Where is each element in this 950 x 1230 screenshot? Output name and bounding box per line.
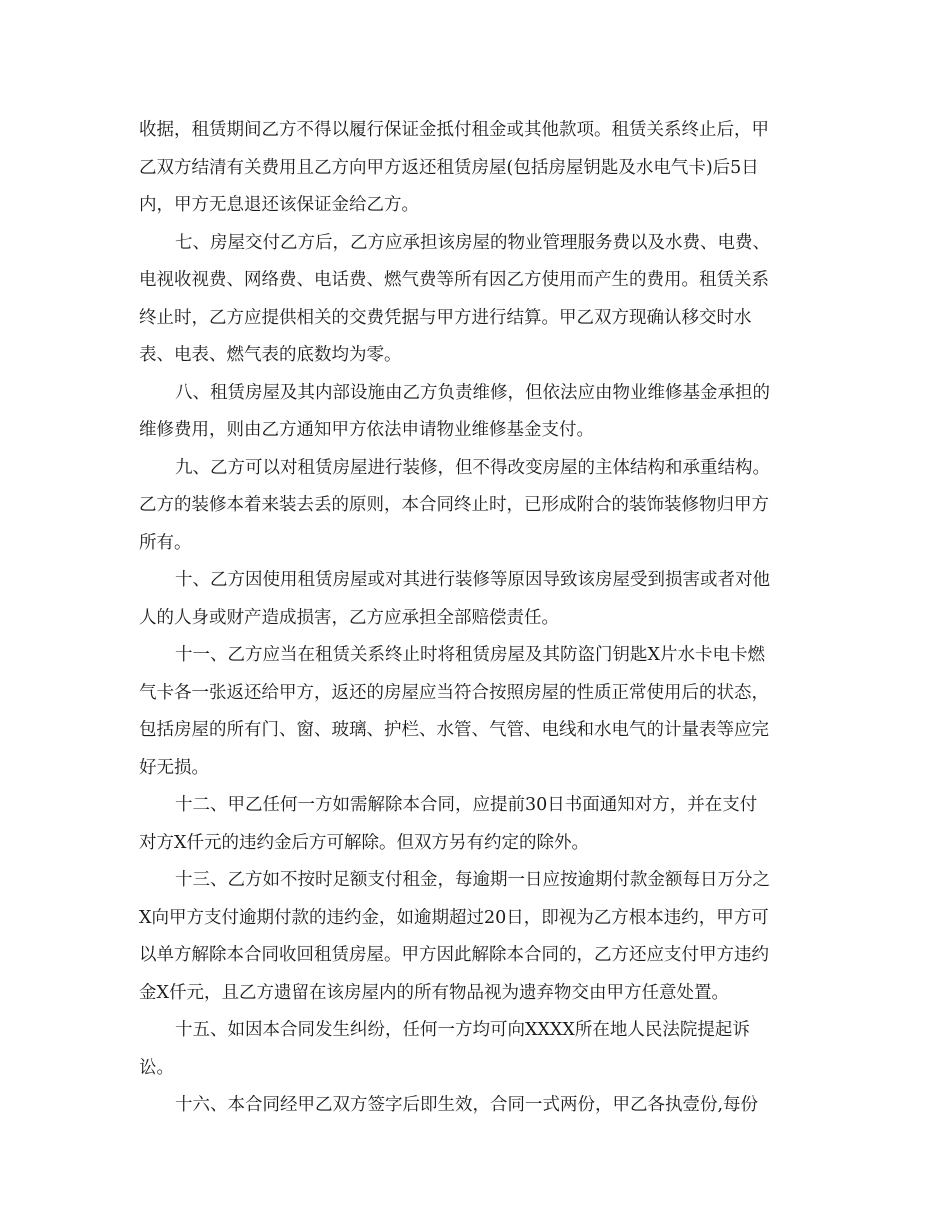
text-line: 十五、如因本合同发生纠纷，任何一方均可向XXXX所在地人民法院提起诉 — [175, 1020, 750, 1040]
text-line: 十、乙方因使用租赁房屋或对其进行装修等原因导致该房屋受到损害或者对他 — [175, 570, 770, 590]
text-line: 十六、本合同经甲乙双方签字后即生效，合同一式两份，甲乙各执壹份,每份 — [175, 1095, 759, 1115]
text-line: 电视收视费、网络费、电话费、燃气费等所有因乙方使用而产生的费用。租赁关系 — [139, 270, 769, 290]
text-line: 收据，租赁期间乙方不得以履行保证金抵付租金或其他款项。租赁关系终止后，甲 — [139, 120, 769, 140]
text-line: 所有。 — [139, 533, 192, 553]
text-line: 十三、乙方如不按时足额支付租金，每逾期一日应按逾期付款金额每日万分之 — [175, 870, 770, 890]
text-line: 七、房屋交付乙方后，乙方应承担该房屋的物业管理服务费以及水费、电费、 — [175, 233, 770, 253]
text-line: 对方X仟元的违约金后方可解除。但双方另有约定的除外。 — [139, 833, 589, 853]
text-line: 金X仟元，且乙方遗留在该房屋内的所有物品视为遗弃物交由甲方任意处置。 — [139, 983, 729, 1003]
text-line: 十二、甲乙任何一方如需解除本合同，应提前30日书面通知对方，并在支付 — [175, 795, 758, 815]
text-line: 表、电表、燃气表的底数均为零。 — [139, 345, 402, 365]
text-line: 九、乙方可以对租赁房屋进行装修，但不得改变房屋的主体结构和承重结构。 — [175, 458, 770, 478]
text-line: 终止时，乙方应提供相关的交费凭据与甲方进行结算。甲乙双方现确认移交时水 — [139, 308, 752, 328]
text-line: 乙方的装修本着来装去丢的原则，本合同终止时，已形成附合的装饰装修物归甲方 — [139, 495, 769, 515]
text-line: X向甲方支付逾期付款的违约金，如逾期超过20日，即视为乙方根本违约，甲方可 — [139, 908, 769, 928]
text-line: 十一、乙方应当在租赁关系终止时将租赁房屋及其防盗门钥匙X片水卡电卡燃 — [175, 645, 765, 665]
text-line: 八、租赁房屋及其内部设施由乙方负责维修，但依法应由物业维修基金承担的 — [175, 383, 770, 403]
text-line: 好无损。 — [139, 758, 209, 778]
text-line: 人的人身或财产造成损害，乙方应承担全部赔偿责任。 — [139, 608, 559, 628]
text-line: 维修费用，则由乙方通知甲方依法申请物业维修基金支付。 — [139, 420, 594, 440]
text-line: 气卡各一张返还给甲方，返还的房屋应当符合按照房屋的性质正常使用后的状态， — [139, 683, 769, 703]
text-line: 讼。 — [139, 1058, 174, 1078]
text-line: 以单方解除本合同收回租赁房屋。甲方因此解除本合同的，乙方还应支付甲方违约 — [139, 945, 769, 965]
text-line: 内，甲方无息退还该保证金给乙方。 — [139, 195, 419, 215]
text-line: 乙双方结清有关费用且乙方向甲方返还租赁房屋(包括房屋钥匙及水电气卡)后5日 — [139, 158, 759, 178]
text-line: 包括房屋的所有门、窗、玻璃、护栏、水管、气管、电线和水电气的计量表等应完 — [139, 720, 769, 740]
